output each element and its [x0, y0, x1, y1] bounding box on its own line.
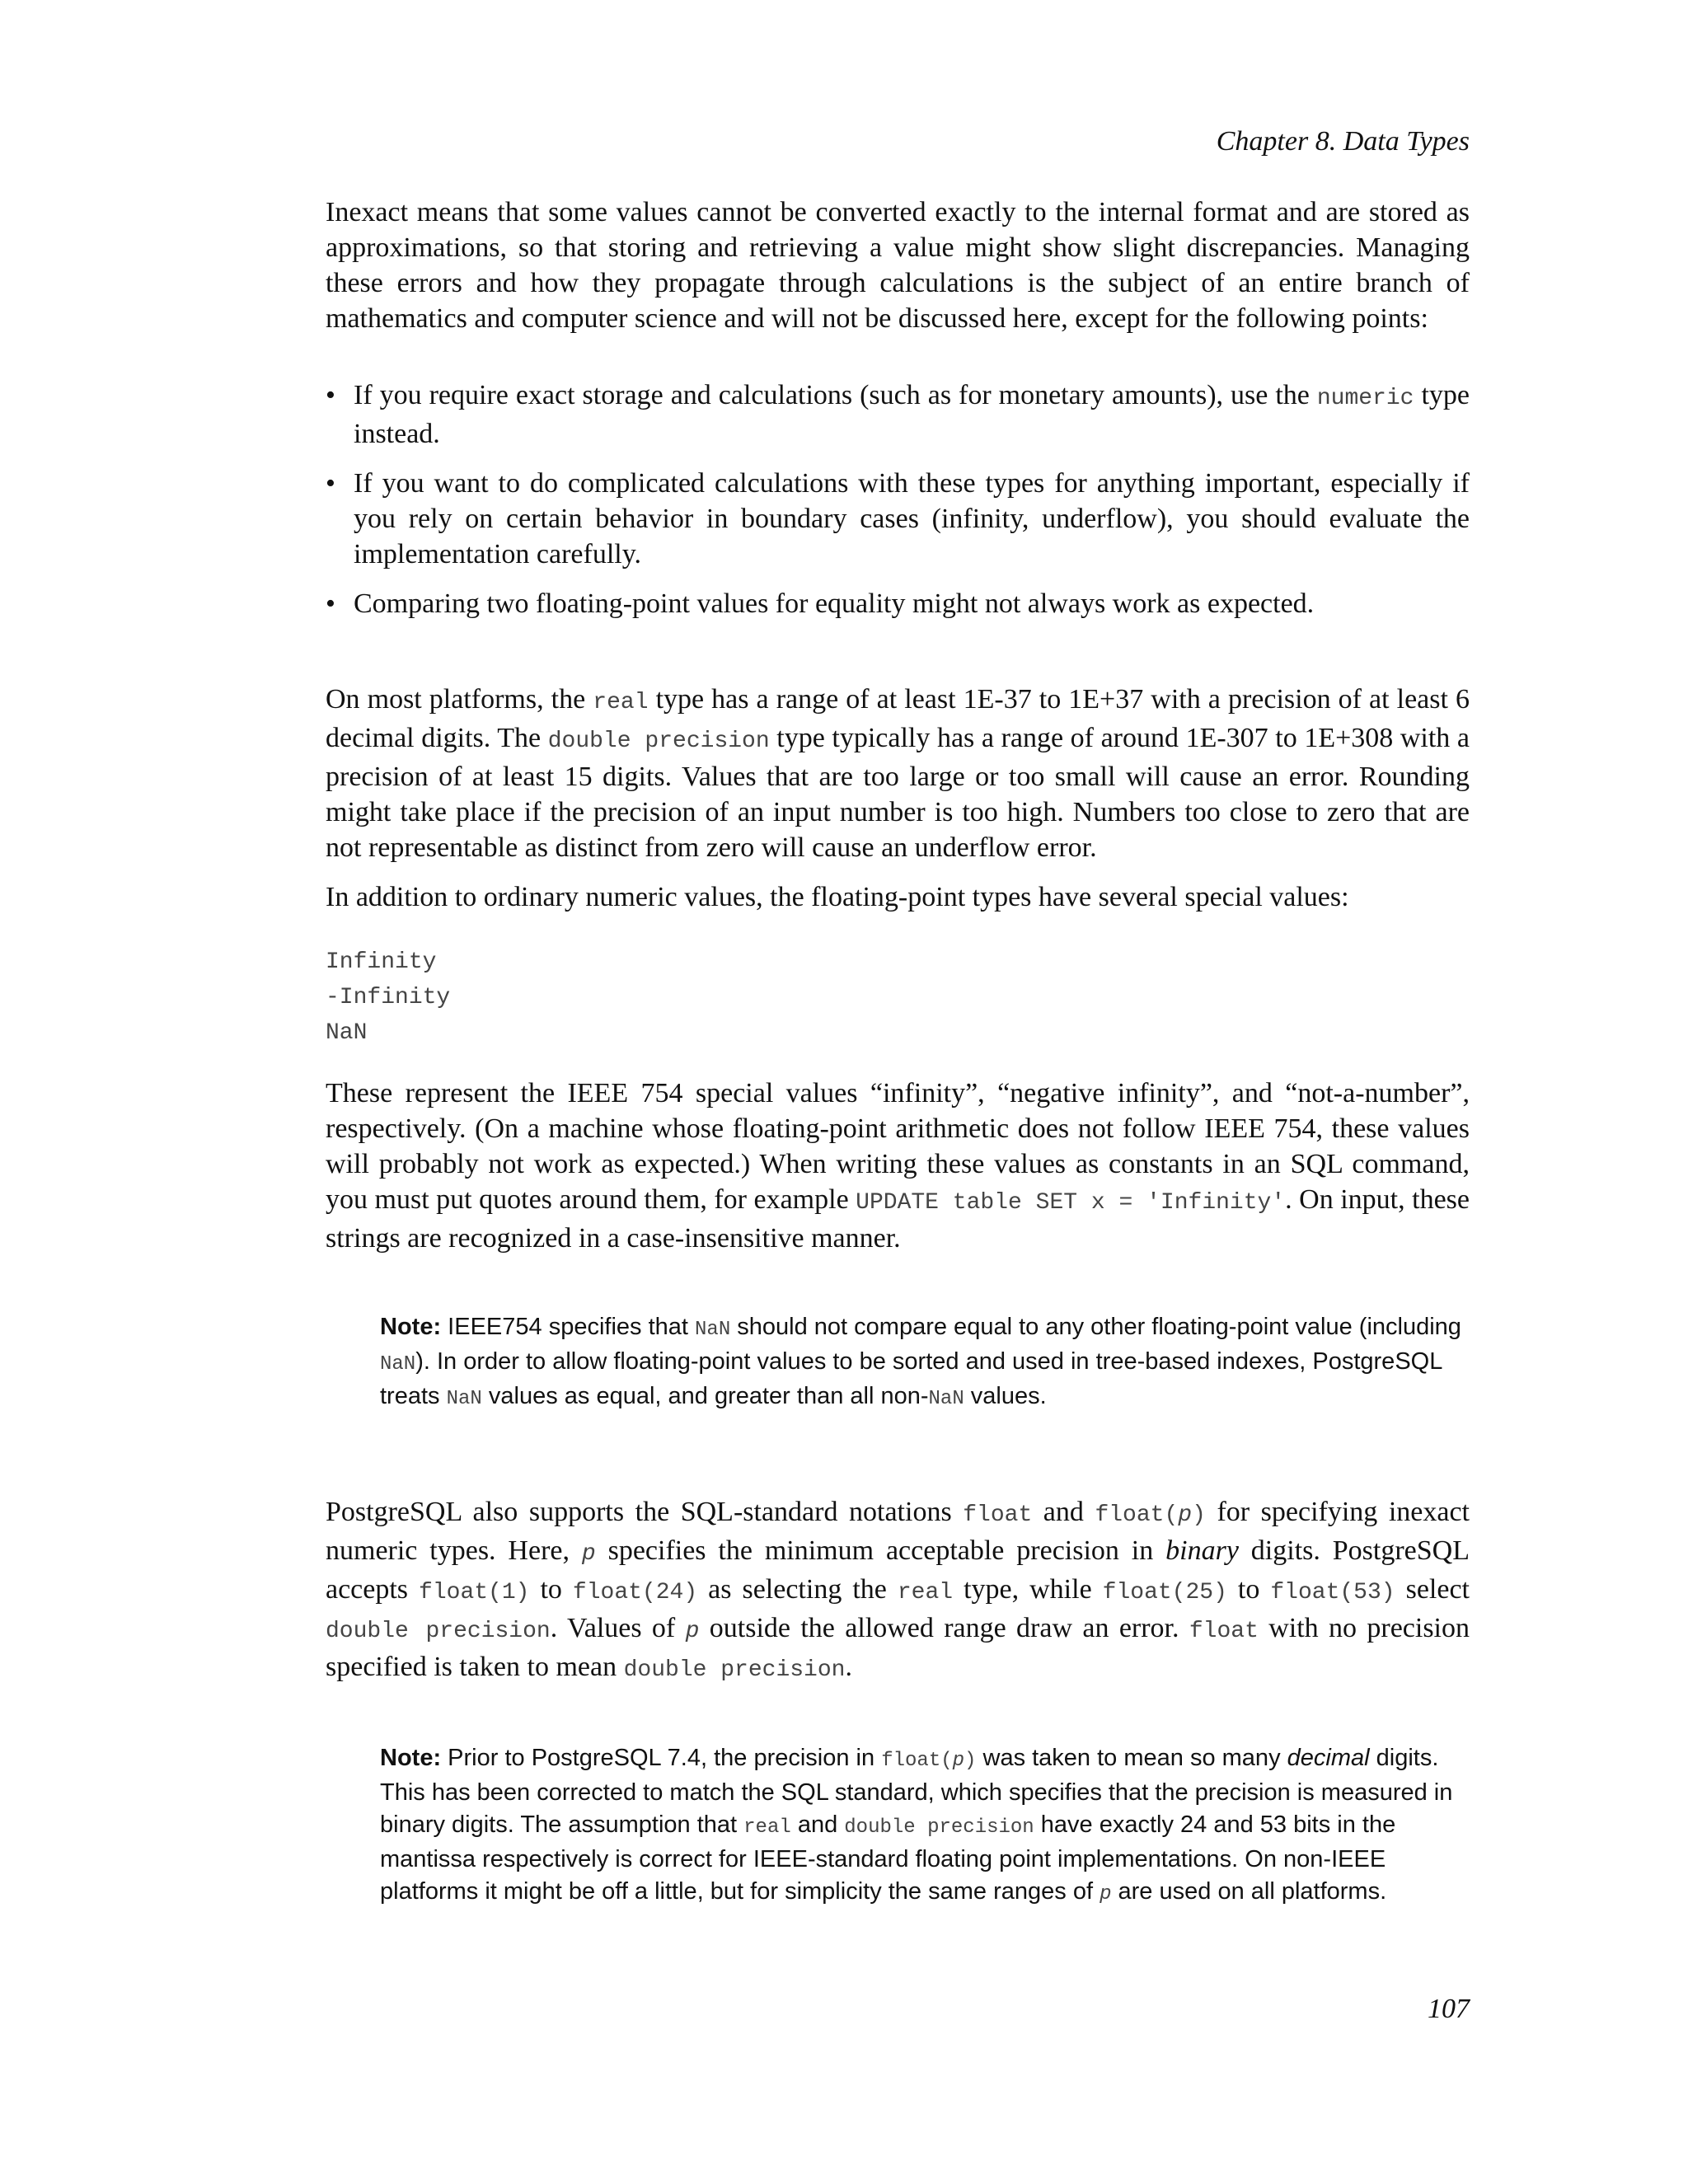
float-text-m: with no precision specified is taken to mean	[326, 1613, 1470, 1682]
note1-text-c: ). In order to allow floating-point values to be sorted and used in tree-based indexes, PostgreSQL treats	[380, 1348, 1442, 1409]
note-label: Note:	[380, 1745, 442, 1771]
special-values-list	[326, 944, 1470, 1051]
code-float-p	[1095, 1502, 1205, 1528]
special-value-negative-infinity: -Infinity	[326, 985, 451, 1010]
note2-text-e: have exactly 24 and 53 bits in the mantissa respectively is correct for IEEE-standard floating point implementations. On non-IEEE platforms it might be off a little, but for simplicity the same ranges of	[380, 1811, 1396, 1905]
bullet3-text: Comparing two floating-point values for equality might not always work as expected.	[354, 588, 1315, 619]
code-param: p	[952, 1750, 965, 1772]
code-double-precision: double precision	[623, 1657, 846, 1683]
float-text-l: outside the allowed range draw an error.	[699, 1613, 1189, 1643]
special-value-nan: NaN	[326, 1020, 368, 1046]
note-label: Note:	[380, 1314, 442, 1340]
bullet-glyph: •	[326, 468, 335, 499]
code-update-example: UPDATE table SET x = 'Infinity'	[856, 1190, 1286, 1216]
code-nan: NaN	[695, 1319, 731, 1341]
paragraph-special-intro: In addition to ordinary numeric values, the floating-point types have several special values:	[326, 882, 1349, 912]
paragraph-ieee	[326, 1076, 1470, 1256]
code-float-p	[881, 1750, 976, 1772]
list-item	[326, 586, 1470, 621]
code-real: real	[593, 690, 649, 715]
range-text-b: type has a range of at least 1E-37 to 1E+37 with a precision of at least 6 decimal digits. The	[326, 684, 1470, 753]
float-text-n: .	[845, 1652, 852, 1682]
param-p: p	[685, 1619, 700, 1644]
chapter-header: Chapter 8. Data Types	[1216, 126, 1470, 157]
page-number: 107	[1428, 1994, 1470, 2024]
code-double-precision: double precision	[547, 729, 770, 754]
paragraph-inexact: Inexact means that some values cannot be converted exactly to the internal format and are stored as approximations, so that storing and retrieving a value might show slight discrepancies. Managing these errors and how they propagate through calculations is the subject of an entire branch of mathematics and computer science and will not be discussed here, except for the following points:	[326, 197, 1470, 334]
considerations-list	[326, 377, 1470, 621]
note1-text-d: values as equal, and greater than all non-	[481, 1383, 929, 1409]
code-float-25: float(25)	[1102, 1580, 1227, 1605]
code-float-1: float(1)	[419, 1580, 530, 1605]
bullet1-text-b: type instead.	[354, 380, 1470, 449]
note-precision-history	[380, 1742, 1470, 1910]
code-part: float(	[881, 1750, 953, 1772]
float-text-a: PostgreSQL also supports the SQL-standard notations	[326, 1497, 964, 1527]
code-real: real	[743, 1816, 791, 1839]
code-float: float	[963, 1502, 1033, 1528]
list-item	[326, 377, 1470, 452]
emphasis-binary: binary	[1165, 1535, 1239, 1566]
code-float: float	[1189, 1619, 1259, 1644]
paragraph-float	[326, 1494, 1470, 1688]
code-nan: NaN	[446, 1388, 482, 1410]
range-text-a: On most platforms, the	[326, 684, 593, 715]
emphasis-decimal: decimal	[1287, 1745, 1370, 1771]
ieee-text-a: These represent the IEEE 754 special values “infinity”, “negative infinity”, and “not-a-number”, respectively. (On a machine whose floating-point arithmetic does not follow IEEE 754, these values will probably not work as expected.) When writing these values as constants in an SQL command, you must put quotes around them, for example	[326, 1078, 1470, 1215]
note2-text-f: are used on all platforms.	[1111, 1878, 1387, 1905]
code-float-53: float(53)	[1270, 1580, 1395, 1605]
code-float-24: float(24)	[572, 1580, 698, 1605]
code-real: real	[897, 1580, 954, 1605]
float-text-f: to	[529, 1574, 573, 1605]
code-double-precision: double precision	[844, 1816, 1034, 1839]
param-p: p	[1100, 1883, 1112, 1905]
code-nan: NaN	[380, 1353, 416, 1376]
code-param: p	[1178, 1502, 1193, 1528]
bullet1-text-a: If you require exact storage and calculations (such as for monetary amounts), use the	[354, 380, 1317, 410]
note1-text-a: IEEE754 specifies that	[441, 1314, 696, 1340]
code-numeric: numeric	[1316, 386, 1414, 411]
bullet2-text: If you want to do complicated calculations with these types for anything important, especially if you rely on certain behavior in boundary cases (infinity, underflow), you should evaluate the implementation carefully.	[354, 468, 1470, 569]
float-text-g: as selecting the	[697, 1574, 898, 1605]
note-nan	[380, 1311, 1470, 1415]
code-part: float(	[1095, 1502, 1179, 1528]
float-text-c: for specifying inexact numeric types. Here,	[326, 1497, 1470, 1566]
list-item	[326, 466, 1470, 572]
note1-text-b: should not compare equal to any other floating-point value (including	[730, 1314, 1461, 1340]
float-text-j: select	[1395, 1574, 1470, 1605]
note2-text-c: digits. This has been corrected to match the SQL standard, which specifies that the precision is measured in binary digits. The assumption that	[380, 1745, 1453, 1838]
code-part: )	[964, 1750, 977, 1772]
param-p: p	[581, 1541, 596, 1567]
special-value-infinity: Infinity	[326, 949, 437, 975]
note2-text-b: was taken to mean so many	[976, 1745, 1287, 1771]
note2-text-a: Prior to PostgreSQL 7.4, the precision in	[441, 1745, 882, 1771]
bullet-glyph: •	[326, 380, 335, 410]
note1-text-e: values.	[964, 1383, 1047, 1409]
document-body	[326, 194, 1470, 1910]
float-text-d: specifies the minimum acceptable precision in	[595, 1535, 1166, 1566]
float-text-e: digits. PostgreSQL accepts	[326, 1535, 1470, 1605]
code-double-precision: double precision	[326, 1619, 551, 1644]
code-part: )	[1192, 1502, 1206, 1528]
range-text-c: type typically has a range of around 1E-307 to 1E+308 with a precision of at least 15 digits. Values that are too large or too small will cause an error. Rounding might take place if the precision of an input number is too high. Numbers too close to zero that are not representable as distinct from zero will cause an underflow error.	[326, 723, 1470, 863]
float-text-k: . Values of	[550, 1613, 686, 1643]
paragraph-range	[326, 682, 1470, 865]
float-text-b: and	[1032, 1497, 1095, 1527]
bullet-glyph: •	[326, 588, 335, 619]
float-text-h: type, while	[953, 1574, 1103, 1605]
ieee-text-b: . On input, these strings are recognized in a case-insensitive manner.	[326, 1184, 1470, 1254]
float-text-i: to	[1226, 1574, 1271, 1605]
note2-text-d: and	[790, 1811, 845, 1838]
code-nan: NaN	[928, 1388, 964, 1410]
